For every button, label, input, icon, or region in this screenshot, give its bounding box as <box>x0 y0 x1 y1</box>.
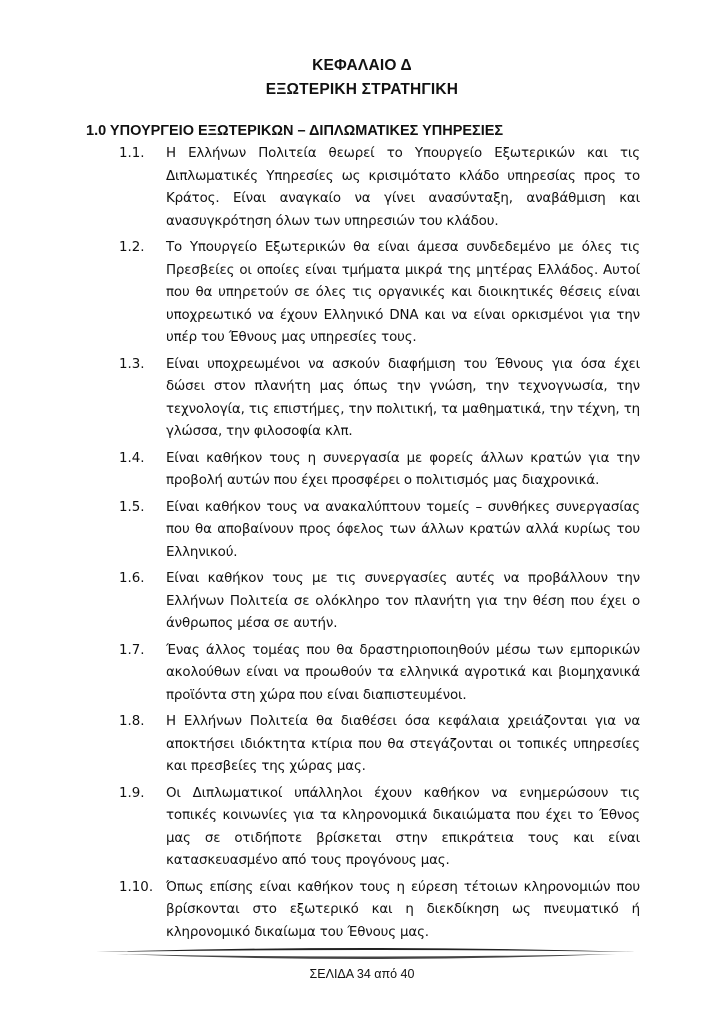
page-number: ΣΕΛΙΔΑ 34 από 40 <box>309 967 415 981</box>
item-number: 1.7. <box>119 642 145 658</box>
item-text: Οι Διπλωματικοί υπάλληλοι έχουν καθήκον να ενημερώσουν τις τοπικές κοινωνίες για τα κληρονομικά δικαιώματα που έχει το Έθνος μας σε οτιδήποτε βρίσκεται στην επικράτεια τους και είναι κατασκευασμένο από τους προγόνους μας. <box>166 785 640 868</box>
list-item <box>0 783 724 873</box>
list-item <box>0 143 724 233</box>
item-number: 1.2. <box>119 240 145 255</box>
chapter-title: ΕΞΩΤΕΡΙΚΗ ΣΤΡΑΤΗΓΙΚΗ <box>265 81 459 98</box>
list-item <box>0 448 724 493</box>
list-item <box>0 568 724 636</box>
item-number: 1.10. <box>119 879 154 895</box>
item-text: Είναι υποχρεωμένοι να ασκούν διαφήμιση του Έθνους για όσα έχει δώσει στον πλανήτη μας όπως την γνώση, την τεχνογνωσία, την τεχνολογία, τις επιστήμες, την πολιτική, τα μαθηματικά, την τέχνη, τη γλώσσα, την φιλοσοφία κλπ. <box>166 356 640 439</box>
item-text: Είναι καθήκον τους η συνεργασία με φορείς άλλων κρατών για την προβολή αυτών που έχει προσφέρει ο πολιτισμός μας διαχρονικά. <box>166 450 640 488</box>
item-text: Η Ελλήνων Πολιτεία θεωρεί το Υπουργείο Εξωτερικών και τις Διπλωματικές Υπηρεσίες ως κρισιμότατο κλάδο υπηρεσίας προς το Κράτος. Είναι αναγκαίο να γίνει ανασύνταξη, αναβάθμιση και ανασυγκρότηση όλων των υπηρεσιών του κλάδου. <box>166 146 640 229</box>
list-item <box>0 497 724 565</box>
item-number: 1.4. <box>119 450 145 466</box>
item-text: Είναι καθήκον τους με τις συνεργασίες αυτές να προβάλλουν την Ελλήνων Πολιτεία σε ολόκληρο τον πλανήτη για την θέση που έχει ο άνθρωπος μέσα σε αυτήν. <box>166 571 640 631</box>
numbered-list <box>0 143 724 948</box>
item-text: Είναι καθήκον τους να ανακαλύπτουν τομείς – συνθήκες συνεργασίας που θα αποβαίνουν προς όφελος των άλλων κρατών αλλά κυρίως του Ελληνικού. <box>166 499 640 560</box>
item-number: 1.6. <box>119 571 145 586</box>
item-number: 1.8. <box>119 714 145 729</box>
list-item <box>0 711 724 779</box>
item-text: Ένας άλλος τομέας που θα δραστηριοποιηθούν μέσω των εμπορικών ακολούθων είναι να προωθούν τα ελληνικά αγροτικά και βιομηχανικά προϊόντα στη χώρα που είναι διαπιστευμένοι. <box>166 642 640 703</box>
item-number: 1.1. <box>119 146 145 161</box>
list-item <box>0 877 724 945</box>
chapter-title-block <box>0 54 724 102</box>
item-number: 1.3. <box>119 356 145 372</box>
list-item <box>0 640 724 708</box>
section-heading: 1.0 ΥΠΟΥΡΓΕΙΟ ΕΞΩΤΕΡΙΚΩΝ – ΔΙΠΛΩΜΑΤΙΚΕΣ ΥΠΗΡΕΣΙΕΣ <box>86 123 504 139</box>
item-text: Το Υπουργείο Εξωτερικών θα είναι άμεσα συνδεδεμένο με όλες τις Πρεσβείες οι οποίες είναι τμήματα μικρά της μητέρας Ελλάδος. Αυτοί που θα υπηρετούν σε όλες τις οργανικές και διοικητικές θέσεις είναι υποχρεωτικό να έχουν Ελληνικό DNA και να είναι ορκισμένοι για την υπέρ του Έθνους μας υπηρεσίες τους. <box>166 240 640 345</box>
item-number: 1.9. <box>119 785 145 801</box>
item-text: Η Ελλήνων Πολιτεία θα διαθέσει όσα κεφάλαια χρειάζονται για να αποκτήσει ιδιόκτητα κτίρια που θα στεγάζονται οι τοπικές υπηρεσίες και πρεσβείες της χώρας μας. <box>166 714 640 774</box>
item-text: Όπως επίσης είναι καθήκον τους η εύρεση τέτοιων κληρονομιών που βρίσκονται στο εξωτερικό και η διεκδίκηση ως πνευματικό ή κληρονομικό δικαίωμα του Έθνους μας. <box>166 879 640 940</box>
footer-divider <box>96 938 636 968</box>
list-item <box>0 354 724 444</box>
item-number: 1.5. <box>119 499 145 515</box>
chapter-number: ΚΕΦΑΛΑΙΟ Δ <box>312 57 412 74</box>
list-item <box>0 237 724 350</box>
